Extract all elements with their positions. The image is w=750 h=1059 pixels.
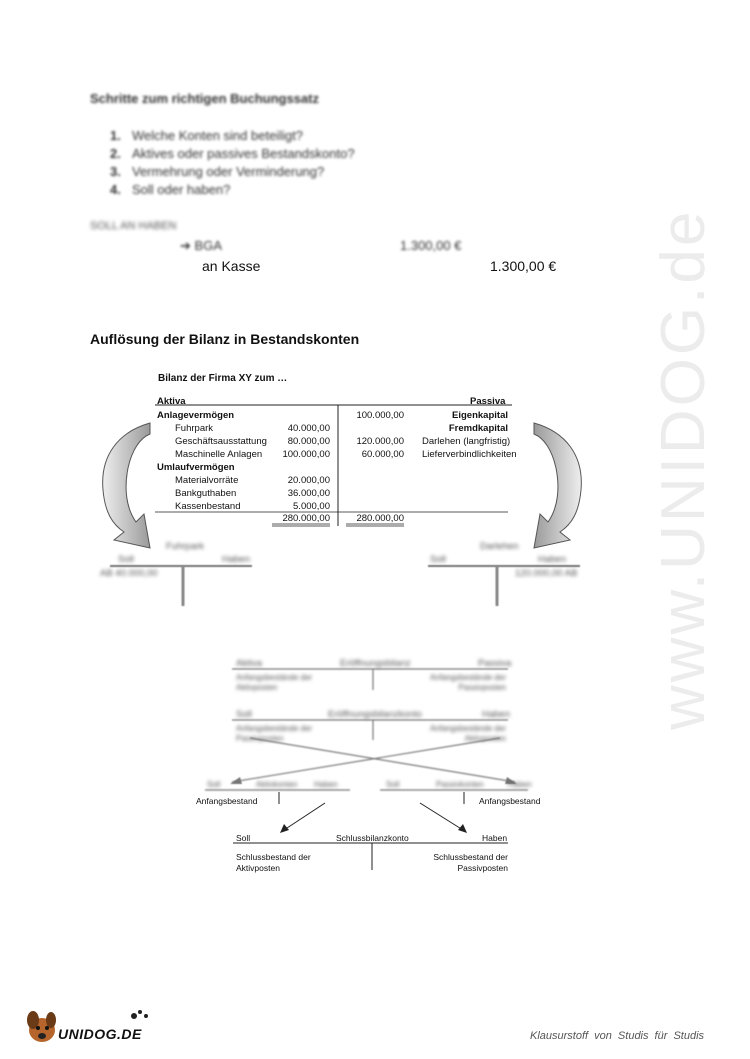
geschaeftsausstattung-value: 80.000,00 <box>287 436 330 447</box>
passivkonto-haben: Haben <box>508 780 532 789</box>
umlaufvermoegen-label: Umlaufvermögen <box>157 462 235 473</box>
fuhrpark-value: 40.000,00 <box>287 423 330 434</box>
anlagevermoegen-label: Anlagevermögen <box>157 410 235 421</box>
kassenbestand-value: 5.000,00 <box>293 501 330 512</box>
sbk-soll: Soll <box>236 833 251 843</box>
step-item: 2. Aktives oder passives Bestandskonto? <box>110 146 355 161</box>
soll-an-haben-label: SOLL AN HABEN <box>90 220 177 232</box>
logo-text: UNIDOG.DE <box>58 1026 142 1042</box>
eb-left-desc: Anfangsbestände der Aktivposten <box>236 673 313 692</box>
eb-aktiva: Aktiva <box>236 658 262 669</box>
t-left-haben: Haben <box>222 554 250 565</box>
sbk-title: Schlussbilanzkonto <box>336 833 409 843</box>
watermark: www.UNIDOG.de <box>649 208 718 730</box>
t-left-soll: Soll <box>118 554 134 565</box>
eb-title: Eröffnungsbilanz <box>340 658 411 669</box>
section-title-buchungssatz: Schritte zum richtigen Buchungssatz <box>90 91 319 106</box>
arrow-right-icon: ➔ <box>180 238 191 253</box>
passivkonto-title: Passivkonten <box>436 780 484 789</box>
ebk-right-desc: Anfangsbestände der Aktivposten <box>429 724 506 743</box>
ebk-haben: Haben <box>482 709 510 720</box>
eb-passiva: Passiva <box>478 658 512 669</box>
footer-slogan: Klausurstoff von Studis für Studis <box>530 1030 705 1042</box>
fremdkapital-label: Fremdkapital <box>448 423 508 434</box>
maschinelle-anlagen-value: 100.000,00 <box>282 449 330 460</box>
darlehen-label: Darlehen (langfristig) <box>422 436 511 447</box>
t-right-ab: 120.000,00 AB <box>515 568 578 579</box>
sbk-right-desc-2: Passivposten <box>457 863 508 873</box>
passivkonto-anfangsbestand: Anfangsbestand <box>479 796 541 806</box>
section-title-bilanz: Auflösung der Bilanz in Bestandskonten <box>90 331 360 347</box>
kasse-label: an Kasse <box>202 258 261 274</box>
bilanz-title: Bilanz der Firma XY zum … <box>158 373 288 384</box>
passiva-header: Passiva <box>470 396 506 407</box>
sbk-left-desc-2: Aktivposten <box>236 863 280 873</box>
darlehen-value: 120.000,00 <box>356 436 404 447</box>
lieferverbindlichkeiten-label: Lieferverbindlichkeiten <box>422 449 517 460</box>
total-right-value: 280.000,00 <box>356 513 404 524</box>
aktivkonto-haben: Haben <box>314 780 338 789</box>
ebk-soll: Soll <box>236 709 252 720</box>
eigenkapital-label: Eigenkapital <box>452 410 508 421</box>
aktivkonto-soll: Soll <box>207 780 221 789</box>
eigenkapital-value: 100.000,00 <box>356 410 404 421</box>
total-left-value: 280.000,00 <box>282 513 330 524</box>
sbk-left-desc-1: Schlussbestand der <box>236 852 311 862</box>
step-item: 4. Soll oder haben? <box>110 182 231 197</box>
aktivkonto-anfangsbestand: Anfangsbestand <box>196 796 258 806</box>
bga-amount: 1.300,00 € <box>400 238 462 253</box>
materialvorraete-label: Materialvorräte <box>175 475 239 486</box>
maschinelle-anlagen-label: Maschinelle Anlagen <box>175 449 263 460</box>
ebk-title: Eröffnungsbilanzkonto <box>328 709 422 720</box>
t-left-ab: AB 40.000,00 <box>100 568 158 579</box>
aktiva-header: Aktiva <box>157 396 186 407</box>
step-item: 1. Welche Konten sind beteiligt? <box>110 128 304 143</box>
bga-label: BGA <box>194 238 222 253</box>
eb-right-desc: Anfangsbestände der Passivposten <box>429 673 506 692</box>
lieferverbindlichkeiten-value: 60.000,00 <box>361 449 404 460</box>
t-right-soll: Soll <box>430 554 446 565</box>
bankguthaben-label: Bankguthaben <box>175 488 237 499</box>
materialvorraete-value: 20.000,00 <box>287 475 330 486</box>
aktivkonto-title: Aktivkonten <box>256 780 298 789</box>
geschaeftsausstattung-label: Geschäftsausstattung <box>175 436 267 447</box>
kasse-amount: 1.300,00 € <box>490 258 557 274</box>
t-right-title: Darlehen <box>480 541 519 552</box>
t-right-haben: Haben <box>538 554 566 565</box>
passivkonto-soll: Soll <box>386 780 400 789</box>
sbk-haben: Haben <box>482 833 508 843</box>
fuhrpark-label: Fuhrpark <box>175 423 214 434</box>
step-item: 3. Vermehrung oder Verminderung? <box>110 164 325 179</box>
t-left-title: Fuhrpark <box>166 541 205 552</box>
bankguthaben-value: 36.000,00 <box>287 488 330 499</box>
ebk-left-desc: Anfangsbestände der Passivposten <box>236 724 313 743</box>
kassenbestand-label: Kassenbestand <box>175 501 241 512</box>
sbk-right-desc-1: Schlussbestand der <box>433 852 508 862</box>
